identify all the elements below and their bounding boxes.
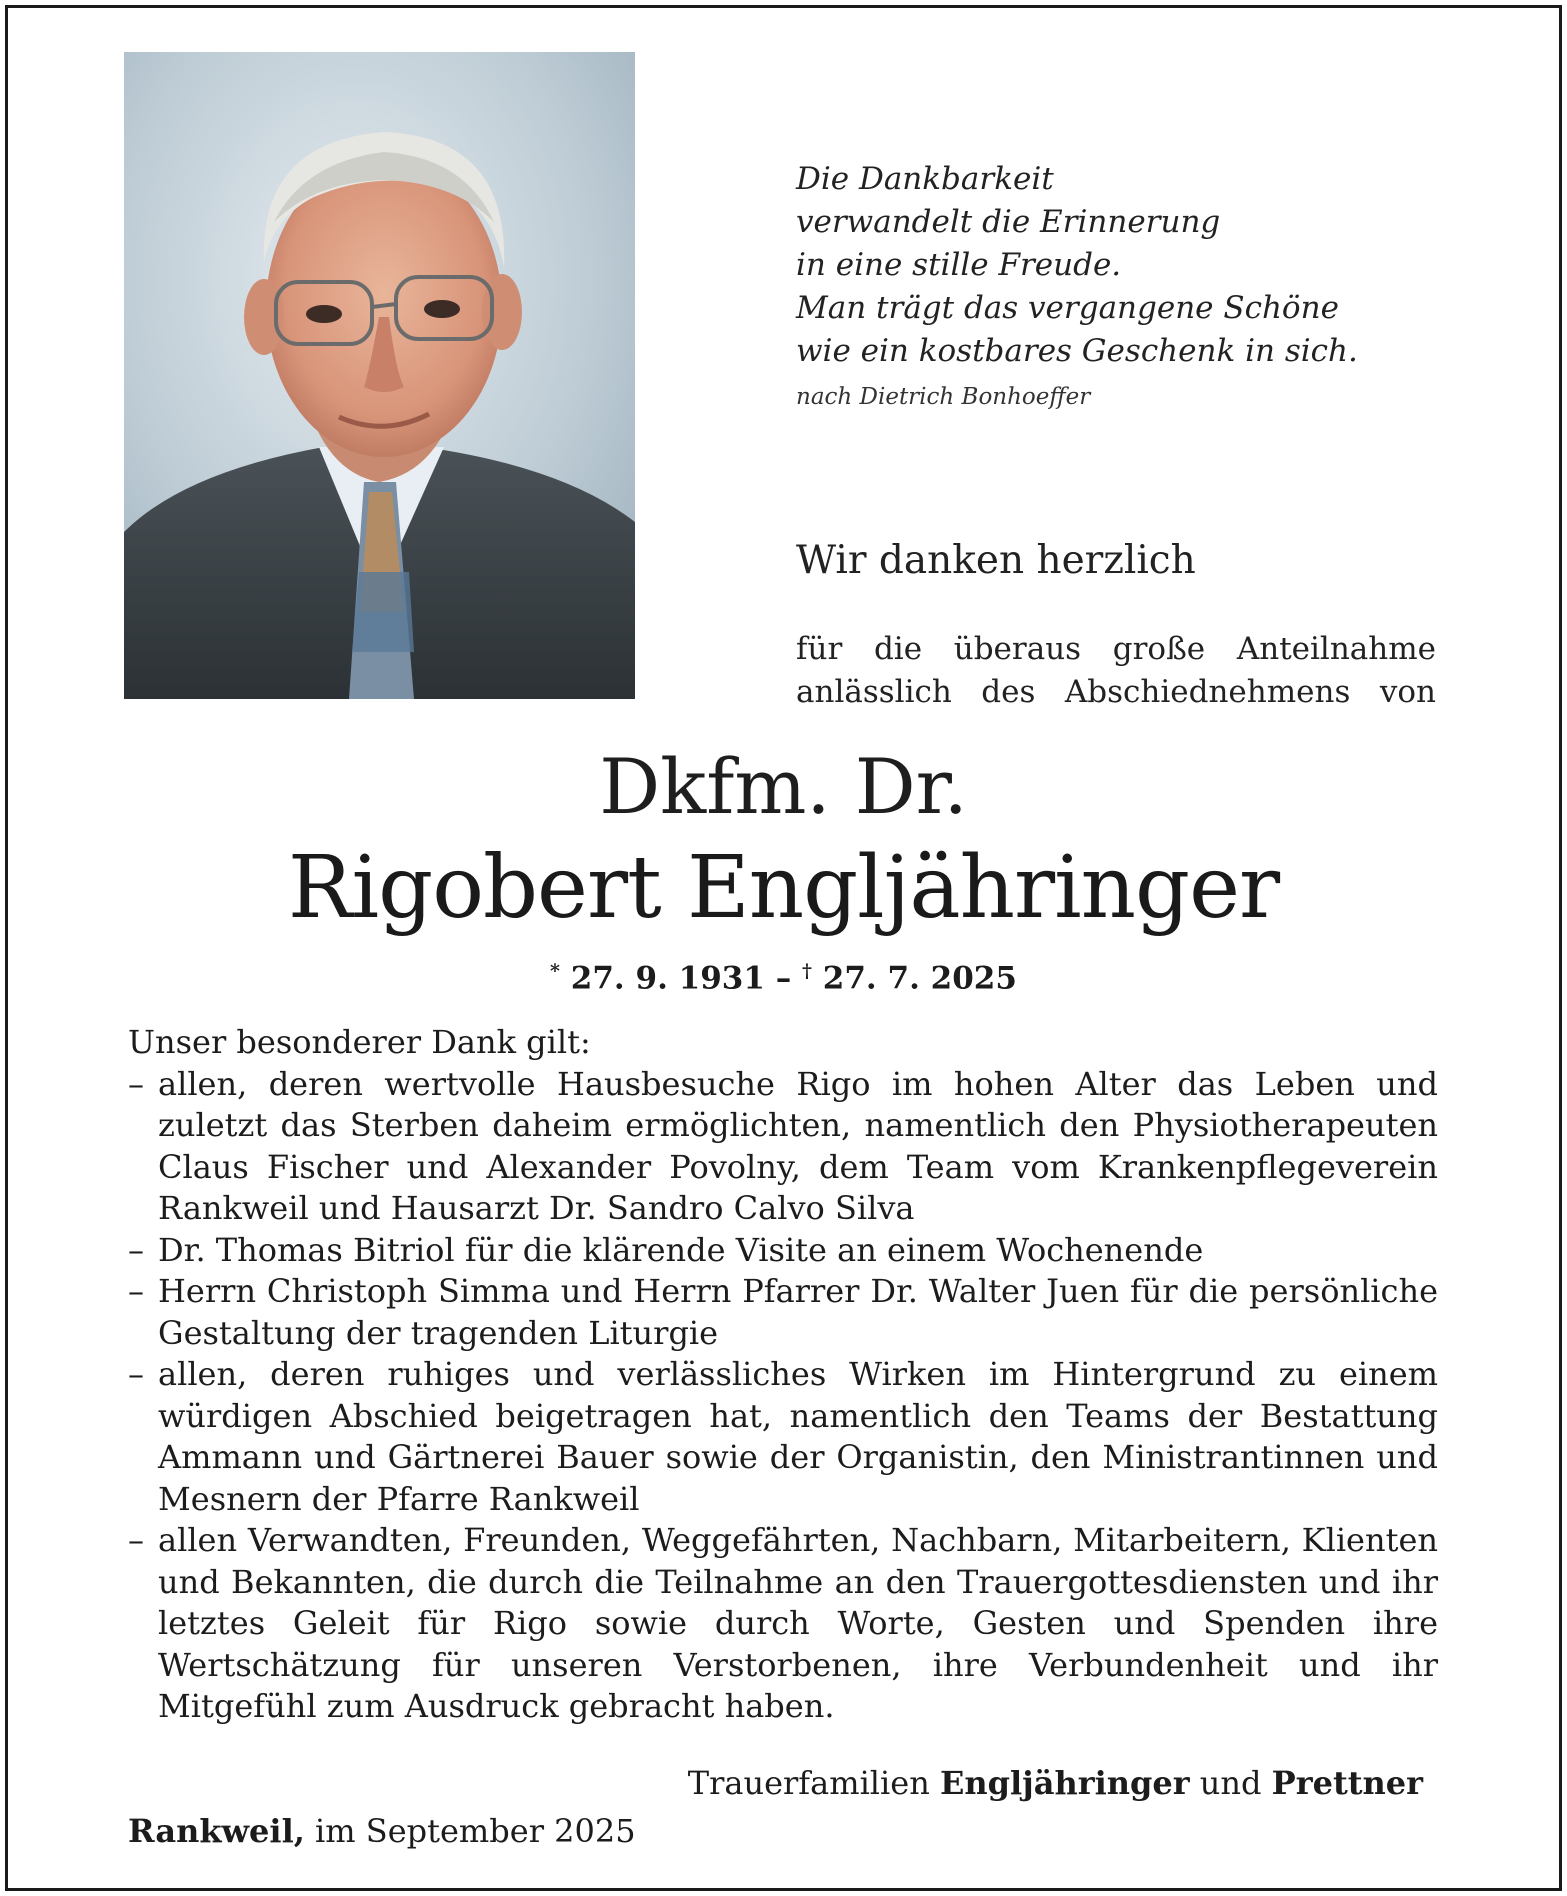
gratitude-item-text: allen Verwandten, Freunden, Weggefährten, Nachbarn, Mitarbeitern, Klienten und Bekannten, die durch die Teilnahme an den Trauergottesdiensten und ihr letztes Geleit für Rigo sowie durch Worte, Gesten und Spenden ihre Wertschätzung für unseren Verstorbenen, ihre Verbundenheit und ihr Mitgefühl zum Ausdruck gebracht haben.: [158, 1521, 1438, 1725]
thanks-intro-line: anlässlich des Abschiednehmens von: [796, 674, 1436, 710]
list-dash: –: [128, 1355, 144, 1393]
thanks-intro: [796, 628, 1436, 714]
portrait-illustration: [124, 52, 635, 699]
memorial-quote: [796, 158, 1358, 373]
family-name-2: Prettner: [1271, 1764, 1423, 1802]
quote-line: wie ein kostbares Geschenk in sich.: [796, 333, 1358, 369]
gratitude-item-text: Dr. Thomas Bitriol für die klärende Visite an einem Wochenende: [158, 1230, 1204, 1269]
death-date: 27. 7. 2025: [822, 960, 1017, 997]
place-city: Rankweil,: [128, 1812, 305, 1850]
quote-line: Die Dankbarkeit: [796, 161, 1054, 197]
gratitude-item: [128, 1271, 1438, 1354]
family-signature: [688, 1764, 1423, 1802]
gratitude-item-text: allen, deren wertvolle Hausbesuche Rigo im hohen Alter das Leben und zuletzt das Sterben daheim ermöglichten, namentlich den Physiotherapeuten Claus Fischer und Alexander Povolny, dem Team vom Krankenpflegeverein Rankweil und Hausarzt Dr. Sandro Calvo Silva: [158, 1064, 1438, 1227]
list-dash: –: [128, 1230, 144, 1269]
place-and-date: [128, 1812, 636, 1850]
gratitude-intro: Unser besonderer Dank gilt:: [128, 1023, 591, 1061]
gratitude-item: [128, 1354, 1438, 1520]
quote-line: Man trägt das vergangene Schöne: [796, 290, 1339, 326]
gratitude-item-text: Herrn Christoph Simma und Herrn Pfarrer Dr. Walter Juen für die persönliche Gestaltung der tragenden Liturgie: [158, 1272, 1438, 1352]
gratitude-item: [128, 1064, 1438, 1230]
gratitude-item: [128, 1520, 1438, 1728]
deceased-title: Dkfm. Dr.: [599, 742, 968, 831]
life-dates: [0, 960, 1567, 996]
portrait-photo: [124, 52, 635, 699]
death-symbol: †: [802, 960, 812, 982]
deceased-name: Rigobert Engljähringer: [287, 838, 1280, 938]
list-dash: –: [128, 1272, 144, 1310]
gratitude-item-text: allen, deren ruhiges und verlässliches Wirken im Hintergrund zu einem würdigen Abschied beigetragen hat, namentlich den Teams der Bestattung Ammann und Gärtnerei Bauer sowie der Organistin, den Ministrantinnen und Mesnern der Pfarre Rankweil: [158, 1355, 1438, 1518]
signature-prefix: Trauerfamilien: [687, 1764, 930, 1802]
quote-line: in eine stille Freude.: [796, 247, 1122, 283]
place-date: im September 2025: [315, 1812, 636, 1850]
thanks-intro-line: für die überaus große Anteilnahme: [796, 631, 1436, 667]
thanks-heading: Wir danken herzlich: [796, 538, 1196, 583]
gratitude-item: [128, 1230, 1438, 1272]
gratitude-section: [128, 1022, 1438, 1728]
list-dash: –: [128, 1521, 144, 1559]
birth-date: 27. 9. 1931: [570, 960, 765, 997]
family-name-1: Engljähringer: [939, 1764, 1190, 1802]
date-separator: –: [775, 960, 792, 997]
quote-author: nach Dietrich Bonhoeffer: [796, 384, 1091, 410]
birth-symbol: *: [550, 960, 560, 982]
quote-line: verwandelt die Erinnerung: [796, 204, 1221, 240]
signature-connector: und: [1199, 1764, 1262, 1802]
list-dash: –: [128, 1064, 144, 1103]
